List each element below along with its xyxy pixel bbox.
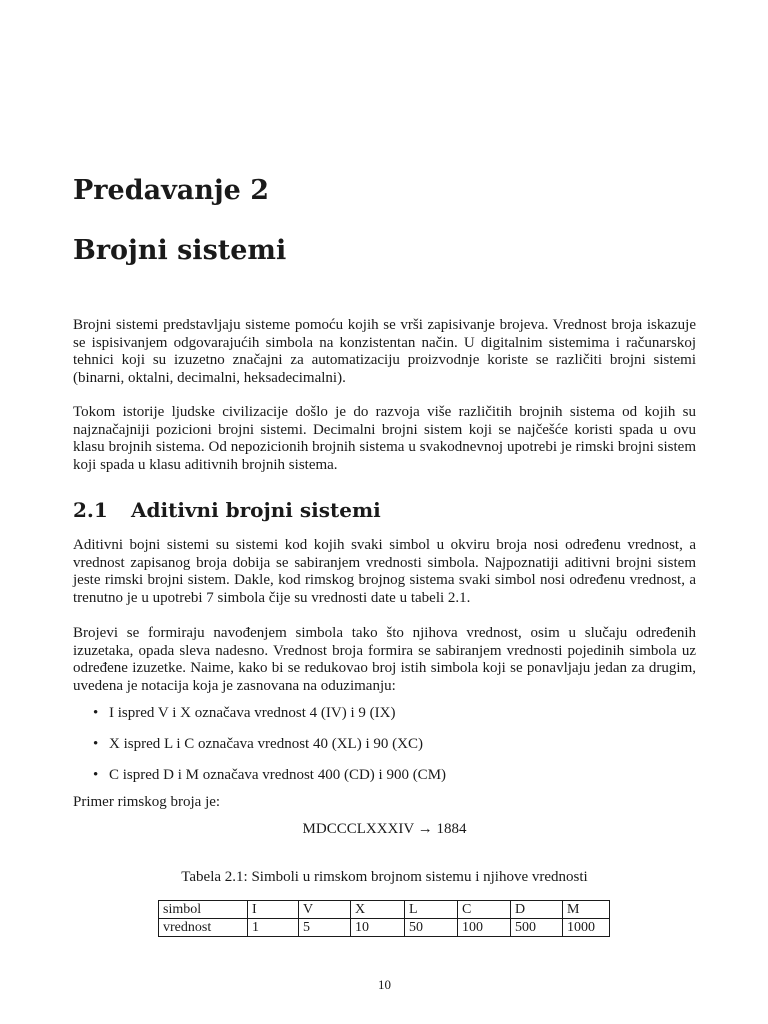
symbols-table [158, 900, 610, 937]
table-cell: I [248, 901, 299, 919]
list-item: • X ispred L i C označava vrednost 40 (XL) i 90 (XC) [93, 736, 423, 752]
example-intro: Primer rimskog broja je: [73, 794, 221, 810]
bullet-list [93, 705, 446, 798]
table-caption: Tabela 2.1: Simboli u rimskom brojnom sistemu i njihove vrednosti [181, 869, 588, 885]
table-cell: 50 [405, 919, 458, 937]
intro-paragraph-2: Tokom istorije ljudske civilizacije došlo je do razvoja više različitih brojnih sistema od kojih su najznačajniji pozicioni brojni sistemi. Decimalni brojni sistem koji se najčešće koristi spada u ovu klasu brojnih sistema. Od nepozicionih brojnih sistema u svakodnevnoj upotrebi je rimski brojni sistem koji spada u klasu aditivnih brojnih sistema. [73, 404, 696, 473]
table-cell: V [299, 901, 351, 919]
bullet-icon: • [93, 736, 99, 752]
table-cell: D [511, 901, 563, 919]
chapter-subtitle: Brojni sistemi [73, 235, 287, 266]
bullet-icon: • [93, 767, 99, 783]
bullet-icon: • [93, 705, 99, 721]
table-cell: 5 [299, 919, 351, 937]
list-item: • I ispred V i X označava vrednost 4 (IV) i 9 (IX) [93, 705, 396, 721]
table-row [159, 919, 610, 937]
section-paragraph-1: Aditivni bojni sistemi su sistemi kod kojih svaki simbol u okviru broja nosi određenu vrednost, a vrednost zapisanog broja dobija se sabiranjem vrednosti simbola. Najpoznatiji aditivni brojni sistem jeste rimski brojni sistem. Dakle, kod rimskog brojnog sistema svaki simbol nosi određenu vrednost, a trenutno je u upotrebi 7 simbola čije su vrednosti date u tabeli 2.1. [73, 537, 696, 606]
table-cell: 1000 [563, 919, 610, 937]
section-paragraph-2: Brojevi se formiraju navođenjem simbola tako što njihova vrednost, osim u slučaju određenih izuzetaka, opada sleva nadesno. Vrednost broja formira se sabiranjem vrednosti pojedinih simbola uz određene izuzetke. Naime, kako bi se redukovao broj istih simbola koji se ponavljaju jedan za drugim, uvedena je notacija koja je zasnovana na oduzimanju: [73, 625, 696, 694]
table-cell: vrednost [159, 919, 248, 937]
chapter-title: Predavanje 2 [73, 175, 270, 206]
section-heading [73, 498, 381, 522]
table-cell: C [458, 901, 511, 919]
intro-paragraph-1: Brojni sistemi predstavljaju sisteme pomoću kojih se vrši zapisivanje brojeva. Vrednost broja iskazuje se ispisivanjem odgovarajućih simbola na konzistentan način. U digitalnim sistemima i računarskoj tehnici koji su izuzetno značajni za automatizaciju proizvodnje koriste se različiti brojni sistemi (binarni, oktalni, decimalni, heksadecimalni). [73, 317, 696, 386]
section-title: Aditivni brojni sistemi [131, 498, 381, 522]
section-number: 2.1 [73, 498, 108, 522]
example-formula: MDCCCLXXXIV → 1884 [302, 821, 467, 837]
table-cell: 10 [351, 919, 405, 937]
table-cell: 100 [458, 919, 511, 937]
table-cell: 1 [248, 919, 299, 937]
table-cell: 500 [511, 919, 563, 937]
page-number: 10 [378, 977, 391, 992]
table-cell: X [351, 901, 405, 919]
table-cell: L [405, 901, 458, 919]
table-cell: simbol [159, 901, 248, 919]
list-item: • C ispred D i M označava vrednost 400 (CD) i 900 (CM) [93, 767, 447, 783]
table-cell: M [563, 901, 610, 919]
table-row [159, 901, 610, 919]
